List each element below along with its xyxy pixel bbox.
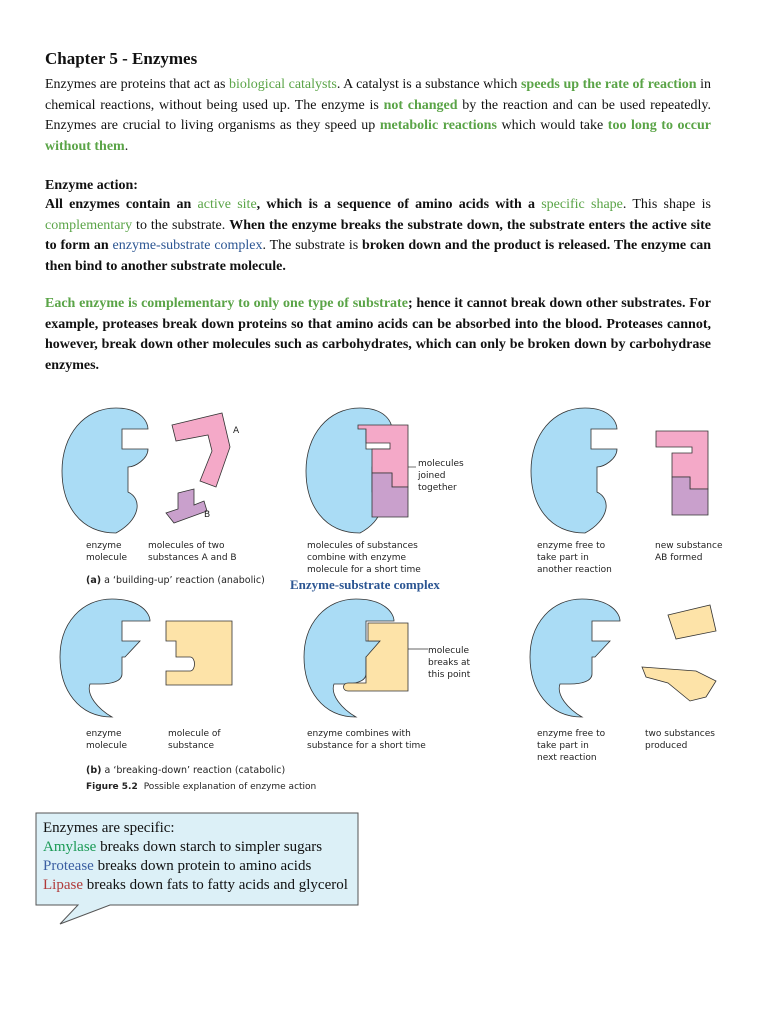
caption-enzyme-molecule-b: enzyme molecule [86,729,128,751]
specificity-paragraph: Each enzyme is complementary to only one type of substrate; hence it cannot break down other substrates. For example, proteases break down proteins so that amino acids can be absorbed into the blood. Proteases cannot, however, break down other molecules such as carbohydrates, which can only be broken down by carbohydrase enzymes. [45,296,711,373]
figure-caption: Figure 5.2 Possible explanation of enzyme action [86,782,317,792]
term-specific-shape: specific shape [541,197,623,212]
page-title: Chapter 5 - Enzymes [45,49,198,68]
caption-molecule-of-substance: molecule of substance [168,729,221,751]
term-biological-catalysts: biological catalysts [229,77,337,92]
caption-two-substances: molecules of two substances A and B [148,541,237,563]
term-complementary: complementary [45,217,133,233]
caption-enzyme-free-a: enzyme free to take part in another reaction [537,541,612,575]
term-metabolic-reactions: metabolic reactions [379,118,497,133]
term-speeds-up: speeds up the rate of reaction [520,77,697,92]
joined-label: molecules joined together [418,459,464,493]
enzyme-action-heading: Enzyme action: [45,178,138,193]
caption-enzyme-free-b: enzyme free to take part in next reaction [537,729,606,763]
callout-amylase: Amylase breaks down starch to simpler sugars [43,839,323,855]
enzyme-substrate-complex-label: Enzyme-substrate complex [290,577,440,592]
caption-two-substances-produced: two substances produced [645,729,715,751]
caption-new-substance: new substance AB formed [655,541,723,563]
term-not-changed: not changed [383,97,458,113]
figure-b-caption: (b) a ‘breaking-down’ reaction (catabolic) [86,765,286,776]
label-b: B [204,510,211,520]
caption-combine: molecules of substances combine with enzyme molecule for a short time [307,541,421,575]
label-a: A [233,426,240,436]
callout-protease: Protease breaks down protein to amino acids [43,858,312,874]
callout-heading: Enzymes are specific: [43,820,175,836]
caption-enzyme-molecule-a: enzyme molecule [86,541,128,563]
figure-a-caption: (a) a ‘building-up’ reaction (anabolic) [86,575,265,586]
term-active-site: active site [197,197,257,212]
term-too-long: too long to occur without them [45,118,711,154]
intro-paragraph: Enzymes are proteins that act as biological catalysts. A catalyst is a substance which speeds up the rate of reaction in chemical reactions, without being used up. The enzyme is not changed by the reaction and can be used repeatedly. Enzymes are crucial to living organisms as they speed up metabolic reactions which would take too long to occur without them. [45,77,712,154]
term-one-substrate: Each enzyme is complementary to only one type of substrate [45,296,408,311]
enzyme-action-paragraph: All enzymes contain an active site, which is a sequence of amino acids with a specific shape. This shape is complementary to the substrate. When the enzyme breaks the substrate down, the substrate enters the active site to form an enzyme-substrate complex. The substrate is broken down and the product is released. The enzyme can then bind to another substrate molecule. [45,197,711,274]
breaks-label: molecule breaks at this point [428,646,471,680]
caption-enzyme-combines: enzyme combines with substance for a short time [307,729,426,751]
callout-lipase: Lipase breaks down fats to fatty acids and glycerol [43,877,348,893]
specificity-callout [43,819,348,895]
term-enzyme-substrate-complex: enzyme-substrate complex [112,238,263,253]
